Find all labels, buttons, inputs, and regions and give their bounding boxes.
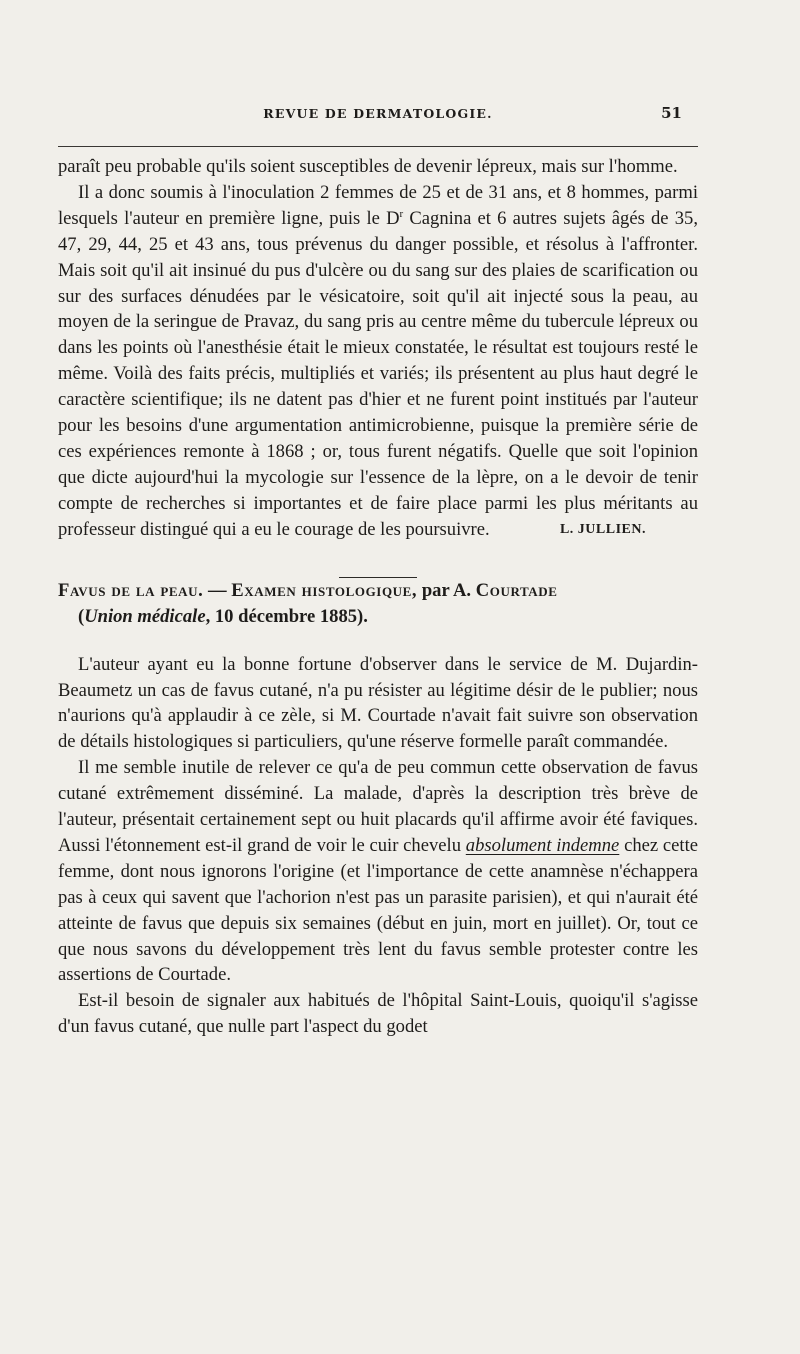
article-paragraph-3: Est-il besoin de signaler aux habitués de l'hôpital Saint-Louis, quoiqu'il s'agisse d'un favus cutané, que nulle part l'aspect du godet (58, 990, 698, 1038)
continued-paragraph: paraît peu probable qu'ils soient susceptibles de devenir lépreux, mais sur l'homme. (58, 156, 678, 177)
article-body (58, 652, 698, 1041)
article-source: (Union médicale, 10 décembre 1885). (78, 605, 368, 627)
article-heading: Favus de la peau. — Examen histologique, par A. Courtade (58, 579, 558, 601)
running-title: REVUE DE DERMATOLOGIE. (263, 106, 493, 121)
spacer (58, 630, 698, 652)
source-journal: Union médicale (84, 605, 206, 627)
superscript-r: r (399, 207, 404, 220)
header-rule (58, 146, 698, 147)
article-paragraph-2: Il me semble inutile de relever ce qu'a de peu commun cette observation de favus cutané extrêmement disséminé. La malade, d'après la description très brève de l'auteur, présentait certainement sept ou huit placards qu'il affirme avoir été faviques. Aussi l'étonnement est-il grand de voir le cuir chevelu absolument indemne chez cette femme, dont nous ignorons l'origine (et l'importance de cette anamnèse n'échappera pas à ceux qui savent que l'achorion n'est pas un parasite parisien), et qui n'aurait été atteinte de favus que depuis six semaines (début en juin, mort en juillet). Or, tout ce que nous savons du développement très lent du favus semble protester contre les assertions de Courtade. (58, 757, 698, 986)
body-text (58, 154, 698, 1040)
inoculation-paragraph: Il a donc soumis à l'inoculation 2 femmes de 25 et de 31 ans, et 8 hommes, parmi lesquels l'auteur en première ligne, puis le $D^r$ Cagnina et 6 autres sujets âgés de 35, 47, 29, 44, 25 et 43 ans, tous prévenus du danger possible, et résolus à l'affronter. Mais soit qu'il ait insinué du pus d'ulcère ou du sang sur des plaies de scarification ou sur des surfaces dénudées par le vésicatoire, soit qu'il ait injecté sous la peau, au moyen de la seringue de Pravaz, du sang pris au centre même du tubercule lépreux ou dans les points où l'anesthésie était le mieux constatée, le résultat est toujours resté le même. Voilà des faits précis, multipliés et variés; ils présentent au plus haut degré le caractère scientifique; ils ne datent pas d'hier et ne furent point institués par l'auteur pour les besoins d'une argumentation antimicrobienne, puisque la première série de ces expériences remonte à 1868 ; or, tous furent négatifs. Quelle que soit l'opinion que dicte aujourd'hui la mycologie sur l'essence de la lèpre, on a le devoir de tenir compte de recherches si importantes et de faire place parmi les plus méritants au professeur distingué qui a eu le courage de les poursuivre. L. JULLIEN. (58, 180, 698, 543)
emphasis-absolument-indemne: absolument indemne (465, 834, 620, 856)
running-head (58, 106, 698, 130)
article-paragraph-1: L'auteur ayant eu la bonne fortune d'observer dans le service de M. Dujardin-Beaumetz un cas de favus cutané, n'a pu résister au légitime désir de le publier; nous n'aurions qu'à applaudir à ce zèle, si M. Courtade n'avait fait suivre son observation de détails histologiques si particuliers, qu'une réserve formelle paraît commandée. (58, 653, 698, 753)
page-number: 51 (661, 104, 682, 122)
signature: L. JULLIEN. (559, 521, 646, 537)
article-author: Courtade (475, 579, 558, 601)
